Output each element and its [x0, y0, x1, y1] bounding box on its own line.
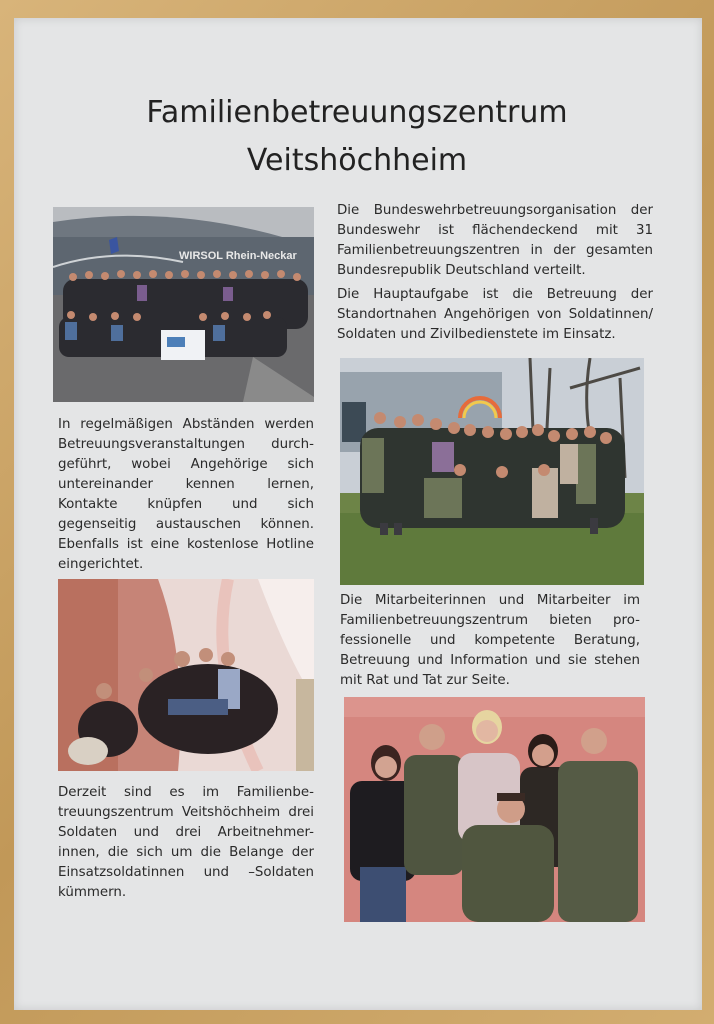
- photo-families-indoor: [58, 579, 314, 771]
- poster-title-line2: Veitshöchheim: [246, 143, 468, 178]
- photo-outdoor-group: [340, 358, 644, 585]
- photo-staff-team: [344, 697, 645, 922]
- stadium-sign: WIRSOL Rhein-Neckar: [179, 250, 297, 262]
- current-staff-text: Derzeit sind es im Familienbe-treuungszentrum Veitshöchheim drei Soldaten und drei Arbeitnehmer-innen, die sich um die Belange der Einsatzsoldatinnen und –Soldaten kümmern.: [58, 785, 314, 900]
- intro-text: [337, 201, 653, 345]
- poster-title-line1: Familienbetreuungszentrum: [146, 95, 568, 130]
- intro-paragraph-1: Die Bundeswehrbetreuungsorganisation der Bundeswehr ist flächendeckend mit 31 Familienbetreuungszentren in der gesamten Bundesrepublik Deutschland verteilt.: [337, 203, 653, 278]
- events-text: In regelmäßigen Abständen werden Betreuungsveranstaltungen durch-geführt, wobei Angehörige sich untereinander kennen lernen, Kontakte knüpfen und sich gegenseitig austauschen können. Ebenfalls ist eine kostenlose Hotline eingerichtet.: [58, 417, 314, 572]
- intro-paragraph-2: Die Hauptaufgabe ist die Betreuung der Standortnahen Angehörigen von Soldatinnen/ Soldaten und Zivilbedienstete im Einsatz.: [337, 287, 653, 342]
- photo-stadium-group: [53, 207, 314, 402]
- staff-text: Die Mitarbeiterinnen und Mitarbeiter im Familienbetreuungszentrum bieten pro-fessionelle und kompetente Beratung, Betreuung und Information und sie stehen mit Rat und Tat zur Seite.: [340, 593, 640, 688]
